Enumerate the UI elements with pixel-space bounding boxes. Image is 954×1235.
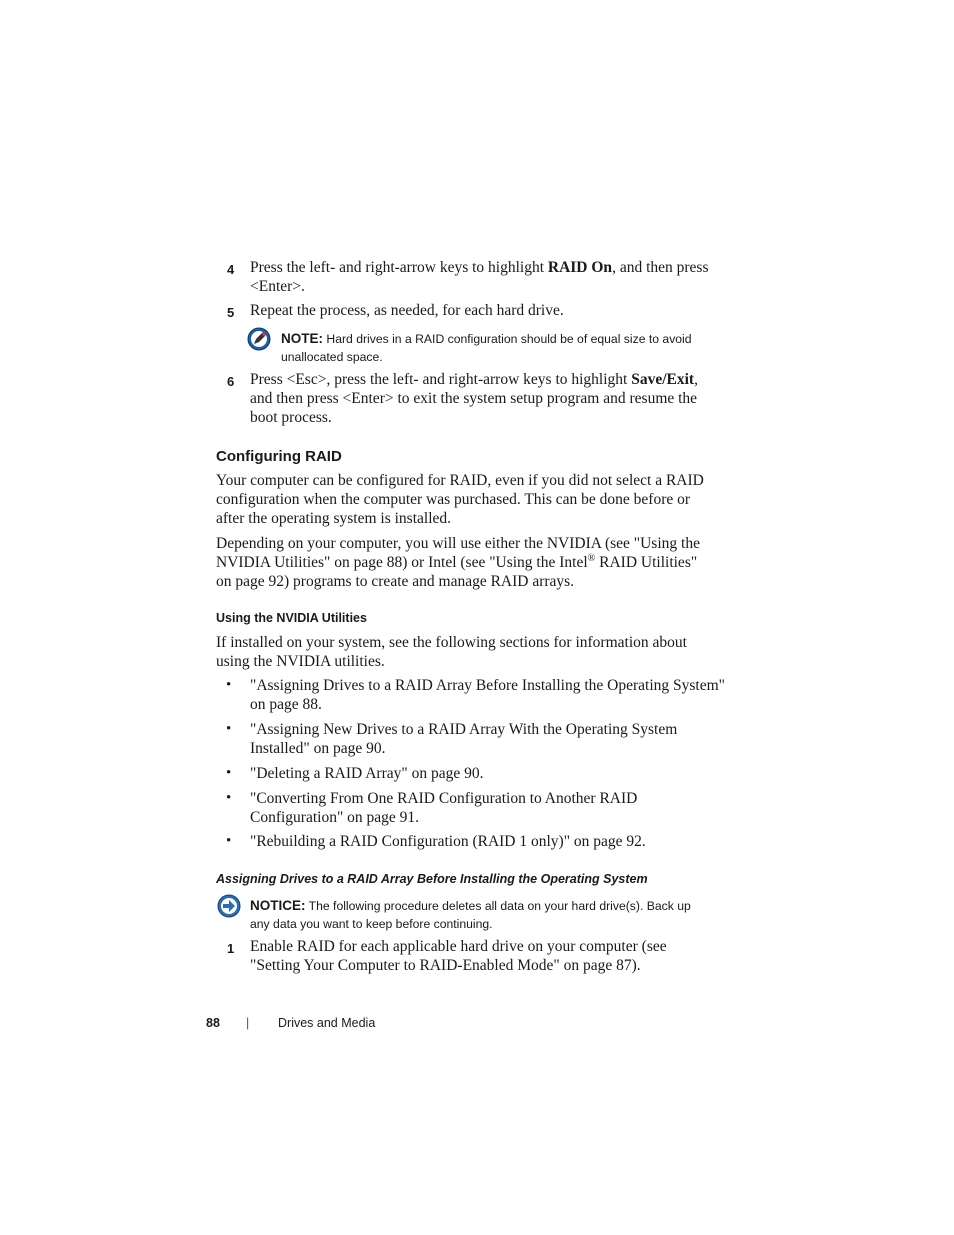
step-1-line2: "Setting Your Computer to RAID-Enabled Mode" on page 87). (250, 956, 641, 974)
step-5-text: Repeat the process, as needed, for each hard drive. (250, 302, 564, 319)
step-4-line2: <Enter>. (250, 277, 305, 295)
bullet-1-line2: on page 88. (250, 695, 322, 713)
bullet-3-line1: "Deleting a RAID Array" on page 90. (250, 765, 484, 782)
bullet-4-line1: "Converting From One RAID Configuration to Another RAID (250, 790, 638, 807)
section-heading-configuring-raid: Configuring RAID (216, 448, 342, 465)
step-6-line2: and then press <Enter> to exit the system setup program and resume the (250, 389, 698, 407)
section-paragraph-2 (216, 535, 726, 591)
p2-line1: Depending on your computer, you will use either the NVIDIA (see "Using the (216, 535, 700, 552)
step-6-text (250, 371, 725, 427)
sub-p-line2: using the NVIDIA utilities. (216, 652, 385, 670)
note-line1: Hard drives in a RAID configuration should be of equal size to avoid (326, 332, 692, 346)
step-number-6: 6 (227, 374, 235, 389)
subsubsection-heading: Assigning Drives to a RAID Array Before Installing the Operating System (216, 872, 648, 886)
step-number-5: 5 (227, 305, 235, 320)
note-box (281, 330, 721, 366)
p1-line1: Your computer can be configured for RAID, even if you did not select a RAID (216, 472, 704, 489)
bullet-dot: • (226, 833, 232, 849)
list-item (250, 790, 725, 828)
raid-on-label: RAID On (547, 259, 613, 276)
bullet-2-line2: Installed" on page 90. (250, 739, 386, 757)
bullet-dot: • (226, 790, 232, 806)
bullet-4-line2: Configuration" on page 91. (250, 808, 420, 826)
save-exit-label: Save/Exit (631, 371, 695, 388)
step-number-4: 4 (227, 262, 235, 277)
list-item (250, 765, 725, 784)
subsection-heading-nvidia-utilities: Using the NVIDIA Utilities (216, 611, 367, 625)
step-number-1: 1 (227, 941, 235, 956)
notice-line1: The following procedure deletes all data on your hard drive(s). Back up (308, 899, 691, 913)
bullet-2-line1: "Assigning New Drives to a RAID Array With the Operating System (250, 721, 678, 738)
step-1-line1: Enable RAID for each applicable hard drive on your computer (see (250, 938, 667, 955)
list-item (250, 833, 725, 852)
notice-line2: any data you want to keep before continuing. (250, 916, 493, 931)
p2-line2-pre: NVIDIA Utilities" on page 88) or Intel (see "Using the Intel (216, 553, 588, 571)
note-pencil-icon (247, 327, 271, 351)
step-6-text-pre: Press <Esc>, press the left- and right-arrow keys to highlight (250, 371, 632, 388)
note-line2: unallocated space. (281, 349, 383, 364)
sub-p-line1: If installed on your system, see the following sections for information about (216, 634, 687, 651)
page-number: 88 (206, 1016, 220, 1030)
footer-separator: | (246, 1016, 250, 1030)
p1-line3: after the operating system is installed. (216, 509, 452, 527)
step-4-text-pre: Press the left- and right-arrow keys to highlight (250, 259, 548, 276)
footer-chapter-title: Drives and Media (278, 1016, 376, 1030)
bullet-5-line1: "Rebuilding a RAID Configuration (RAID 1 only)" on page 92. (250, 833, 646, 850)
notice-box (250, 897, 720, 933)
bullet-1-line1: "Assigning Drives to a RAID Array Before Installing the Operating System" (250, 677, 725, 694)
notice-label: NOTICE: (250, 898, 306, 913)
section-paragraph-1 (216, 472, 726, 528)
bullet-dot: • (226, 677, 232, 693)
bullet-dot: • (226, 721, 232, 737)
note-label: NOTE: (281, 331, 323, 346)
step-1-text (250, 938, 720, 976)
registered-mark: ® (587, 552, 596, 564)
p1-line2: configuration when the computer was purchased. This can be done before or (216, 490, 691, 508)
subsection-paragraph (216, 634, 726, 672)
step-6-line3: boot process. (250, 408, 332, 426)
step-6-text-post: , (694, 371, 698, 388)
p2-line2-post: RAID Utilities" (595, 553, 698, 571)
step-4-text (250, 259, 720, 297)
list-item (250, 677, 725, 715)
bullet-dot: • (226, 765, 232, 781)
step-4-text-post: , and then press (612, 259, 709, 276)
list-item (250, 721, 725, 759)
p2-line3: on page 92) programs to create and manage RAID arrays. (216, 572, 575, 590)
notice-arrow-icon (217, 894, 241, 918)
